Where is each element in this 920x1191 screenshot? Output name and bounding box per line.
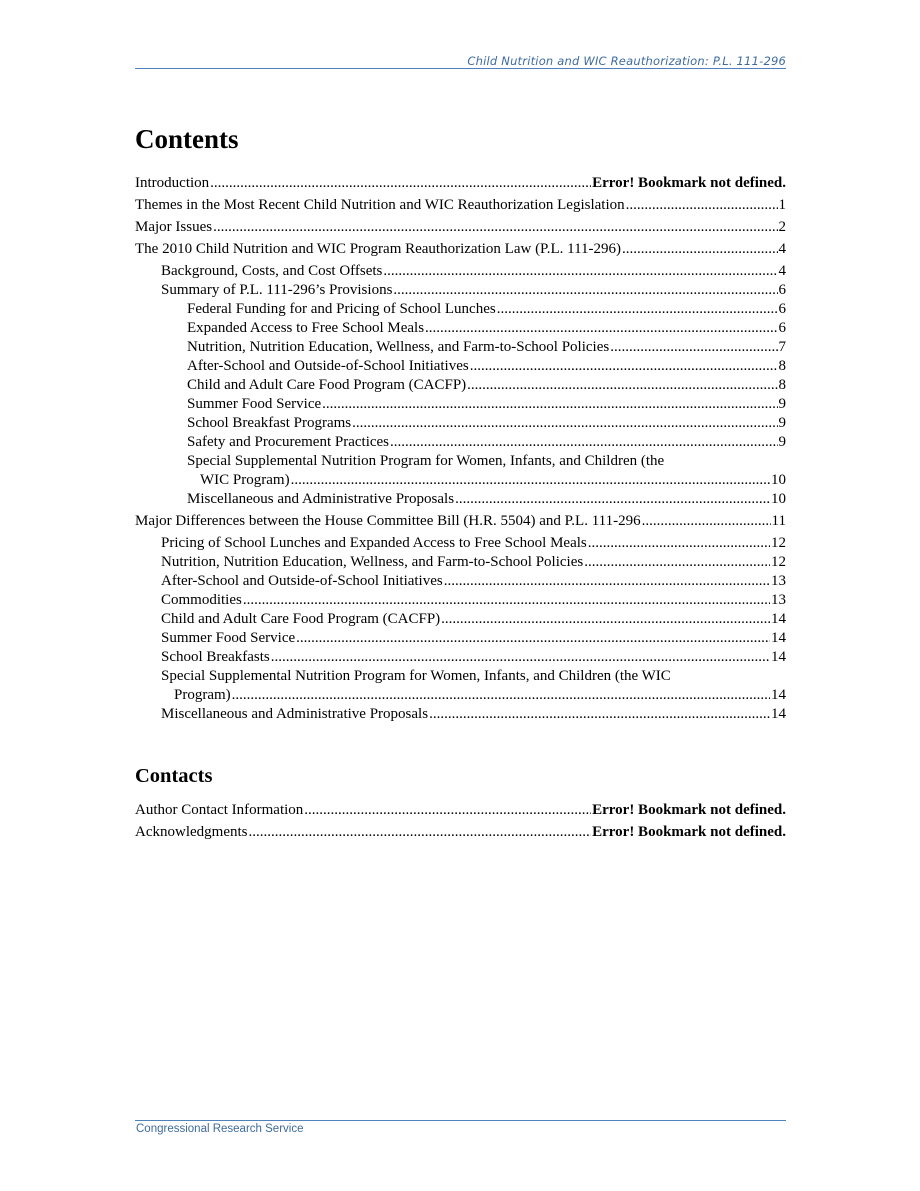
toc-entry[interactable]: Author Contact Information ..... Error! Bookmark not defined. [135, 801, 786, 820]
toc-entry[interactable]: Child and Adult Care Food Program (CACFP) ..... 8 [135, 376, 786, 395]
toc-entry[interactable]: Summary of P.L. 111-296’s Provisions ..... 6 [135, 281, 786, 300]
toc-entry[interactable]: Pricing of School Lunches and Expanded Access to Free School Meals ..... 12 [135, 534, 786, 553]
header-rule [135, 68, 786, 69]
toc-entry[interactable]: Major Differences between the House Committee Bill (H.R. 5504) and P.L. 111-296 ..... 11 [135, 512, 786, 531]
running-header: Child Nutrition and WIC Reauthorization: P.L. 111-296 [467, 54, 786, 68]
toc-entry[interactable]: After-School and Outside-of-School Initiatives ..... 13 [135, 572, 786, 591]
contacts-heading: Contacts [135, 765, 213, 787]
toc-entry[interactable]: Summer Food Service ..... 9 [135, 395, 786, 414]
footer-publisher: Congressional Research Service [136, 1123, 304, 1135]
toc-entry[interactable]: Commodities ..... 13 [135, 591, 786, 610]
toc-entry[interactable]: Nutrition, Nutrition Education, Wellness, and Farm-to-School Policies ..... 7 [135, 338, 786, 357]
toc-entry[interactable]: Federal Funding for and Pricing of School Lunches ..... 6 [135, 300, 786, 319]
toc-entry[interactable]: Themes in the Most Recent Child Nutrition and WIC Reauthorization Legislation ..... 1 [135, 196, 786, 215]
toc-entry[interactable]: Acknowledgments ..... Error! Bookmark not defined. [135, 823, 786, 842]
toc-entry[interactable]: Safety and Procurement Practices ..... 9 [135, 433, 786, 452]
toc-entry[interactable]: Special Supplemental Nutrition Program for Women, Infants, and Children (the WIC Program) ..... 10 [135, 452, 786, 490]
toc-entry[interactable]: School Breakfasts ..... 14 [135, 648, 786, 667]
toc-entry[interactable]: Expanded Access to Free School Meals ..... 6 [135, 319, 786, 338]
toc-entry[interactable]: Introduction ..... Error! Bookmark not defined. [135, 174, 786, 193]
toc-entry[interactable]: Summer Food Service ..... 14 [135, 629, 786, 648]
footer-rule [135, 1120, 786, 1121]
toc-entry[interactable]: Child and Adult Care Food Program (CACFP) ..... 14 [135, 610, 786, 629]
contents-heading: Contents [135, 124, 239, 154]
toc-entry[interactable]: Miscellaneous and Administrative Proposals ..... 14 [135, 705, 786, 724]
toc-entry[interactable]: Nutrition, Nutrition Education, Wellness, and Farm-to-School Policies ..... 12 [135, 553, 786, 572]
contacts-list [135, 801, 786, 842]
toc-entry[interactable]: Special Supplemental Nutrition Program for Women, Infants, and Children (the WIC Program) ..... 14 [135, 667, 786, 705]
toc-entry[interactable]: School Breakfast Programs ..... 9 [135, 414, 786, 433]
contents-list [135, 174, 786, 724]
toc-entry[interactable]: Major Issues ..... 2 [135, 218, 786, 237]
toc-entry[interactable]: Background, Costs, and Cost Offsets ..... 4 [135, 262, 786, 281]
toc-entry[interactable]: After-School and Outside-of-School Initiatives ..... 8 [135, 357, 786, 376]
toc-entry[interactable]: The 2010 Child Nutrition and WIC Program Reauthorization Law (P.L. 111-296) ..... 4 [135, 240, 786, 259]
toc-entry[interactable]: Miscellaneous and Administrative Proposals ..... 10 [135, 490, 786, 509]
